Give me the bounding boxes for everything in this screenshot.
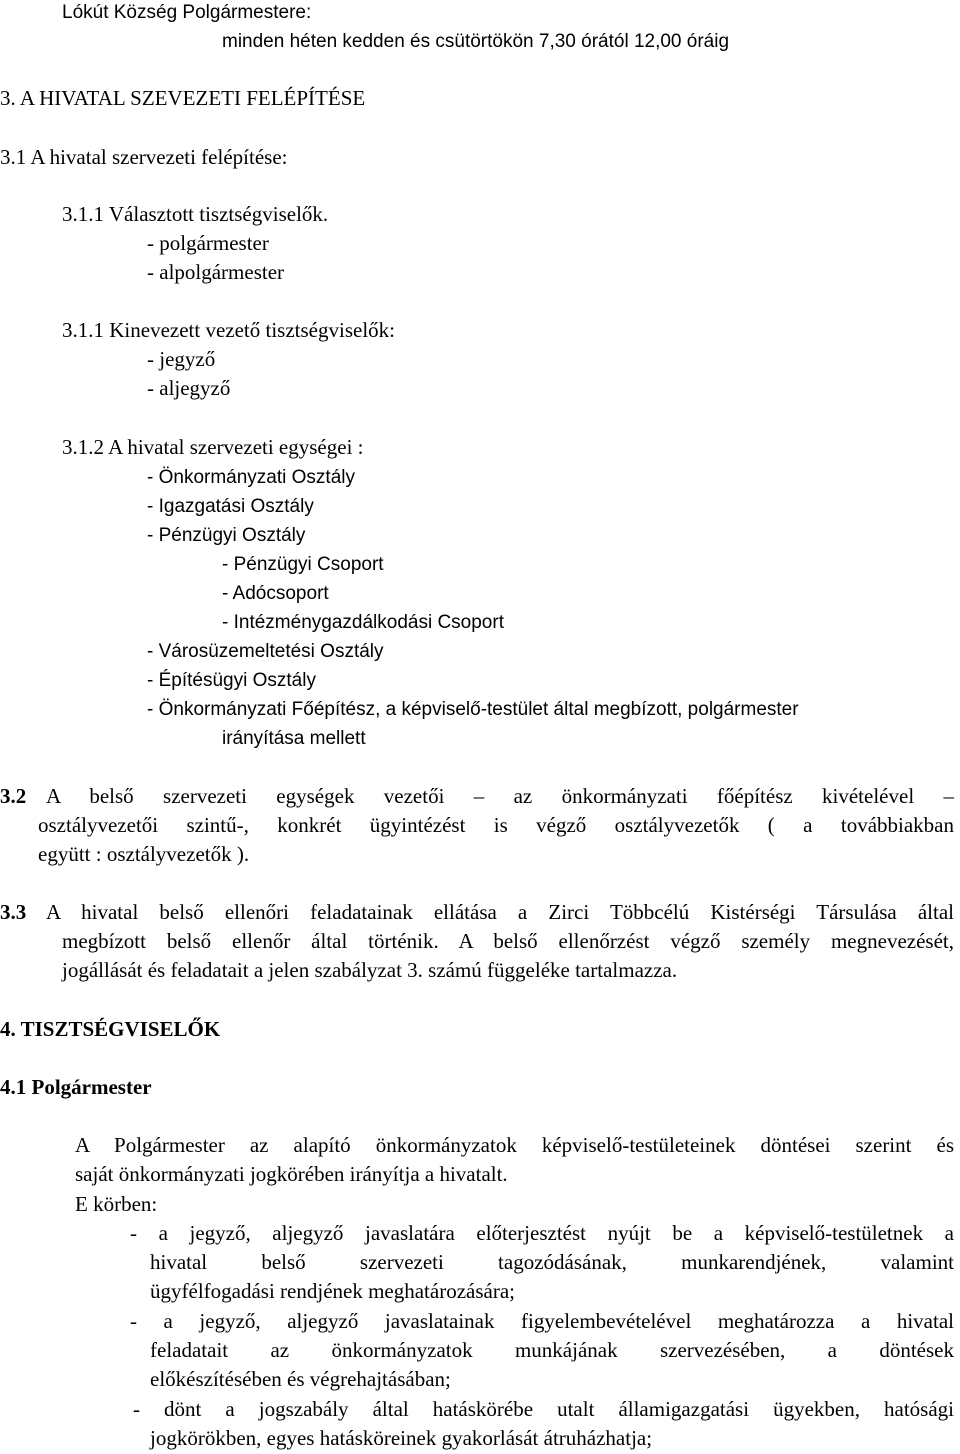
list-item-continuation: irányítása mellett xyxy=(222,728,366,749)
section-3-3-number: 3.3 xyxy=(0,900,27,924)
duty-line: - a jegyző, aljegyző javaslatainak figyelembevételével meghatározza a hivatal xyxy=(130,1309,954,1333)
list-item: - aljegyző xyxy=(147,376,231,400)
section-3-3-line: A hivatal belső ellenőri feladatainak ellátása a Zirci Többcélú Kistérségi Társulása által xyxy=(46,900,954,924)
sub-list-item: - Pénzügyi Csoport xyxy=(222,554,384,575)
section-3-2-line: osztályvezetői szintű-, konkrét ügyintézést is végző osztályvezetők ( a továbbiakban xyxy=(38,813,954,837)
section-4-1-heading: 4.1 Polgármester xyxy=(0,1075,152,1099)
list-item: - Városüzemeltetési Osztály xyxy=(147,641,384,662)
list-item: - Önkormányzati Főépítész, a képviselő-testület által megbízott, polgármester xyxy=(147,699,799,720)
appointed-officials-heading: 3.1.1 Kinevezett vezető tisztségviselők: xyxy=(62,318,395,342)
list-item: - polgármester xyxy=(147,231,269,255)
duty-line: - a jegyző, aljegyző javaslatára előterjesztést nyújt be a képviselő-testületnek a xyxy=(130,1221,954,1245)
section-3-1-heading: 3.1 A hivatal szervezeti felépítése: xyxy=(0,145,288,169)
section-3-3-line: megbízott belső ellenőr által történik. A belső ellenőrzést végző személy megnevezését, xyxy=(62,929,954,953)
elected-officials-heading: 3.1.1 Választott tisztségviselők. xyxy=(62,202,329,226)
list-item: - Építésügyi Osztály xyxy=(147,670,316,691)
duty-line: ügyfélfogadási rendjének meghatározására; xyxy=(150,1279,515,1303)
list-item: - Pénzügyi Osztály xyxy=(147,525,306,546)
duty-line: - dönt a jogszabály által hatáskörébe utalt államigazgatási ügyekben, hatósági xyxy=(133,1397,954,1421)
list-item: - alpolgármester xyxy=(147,260,285,284)
office-hours-schedule: minden héten kedden és csütörtökön 7,30 órától 12,00 óráig xyxy=(222,31,730,52)
list-item: - Igazgatási Osztály xyxy=(147,496,314,517)
section-3-2-line: A belső szervezeti egységek vezetői – az önkormányzati főépítész kivételével – xyxy=(46,784,954,808)
organizational-units-heading: 3.1.2 A hivatal szervezeti egységei : xyxy=(62,435,364,459)
section-4-heading: 4. TISZTSÉGVISELŐK xyxy=(0,1017,221,1041)
duty-line: hivatal belső szervezeti tagozódásának, munkarendjének, valamint xyxy=(150,1250,954,1274)
section-3-2-number: 3.2 xyxy=(0,784,27,808)
section-3-2-line: együtt : osztályvezetők ). xyxy=(38,842,250,866)
sub-list-item: - Intézménygazdálkodási Csoport xyxy=(222,612,504,633)
mayor-intro-line: A Polgármester az alapító önkormányzatok képviselő-testületeinek döntései szerint és xyxy=(75,1133,954,1157)
section-3-3-line: jogállását és feladatait a jelen szabályzat 3. számú függeléke tartalmazza. xyxy=(62,958,678,982)
duty-line: előkészítésében és végrehajtásában; xyxy=(150,1367,451,1391)
list-item: - jegyző xyxy=(147,347,216,371)
mayor-intro-line: saját önkormányzati jogkörében irányítja a hivatalt. xyxy=(75,1162,508,1186)
section-3-heading: 3. A HIVATAL SZEVEZETI FELÉPÍTÉSE xyxy=(0,86,366,110)
duty-line: jogkörökben, egyes hatásköreinek gyakorlását átruházhatja; xyxy=(150,1426,653,1450)
sub-list-item: - Adócsoport xyxy=(222,583,329,604)
duty-line: feladatait az önkormányzatok munkájának szervezésében, a döntések xyxy=(150,1338,954,1362)
within-scope-label: E körben: xyxy=(75,1192,158,1216)
office-hours-title: Lókút Község Polgármestere: xyxy=(62,2,312,23)
list-item: - Önkormányzati Osztály xyxy=(147,467,355,488)
